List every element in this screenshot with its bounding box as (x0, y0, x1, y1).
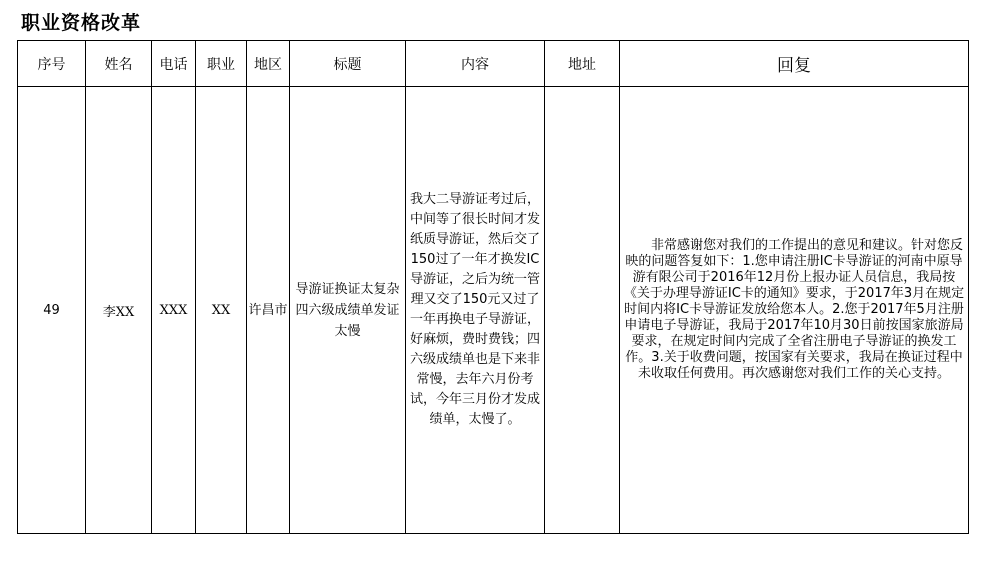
complaint-table (17, 40, 969, 534)
cell-job: XX (196, 87, 247, 534)
header-subject: 标题 (290, 41, 406, 87)
table-row (18, 87, 969, 534)
page-title: 职业资格改革 (21, 12, 142, 34)
header-job: 职业 (196, 41, 247, 87)
header-reply: 回复 (620, 41, 969, 87)
cell-region: 许昌市 (247, 87, 290, 534)
cell-reply: 非常感谢您对我们的工作提出的意见和建议。针对您反映的问题答复如下：1.您申请注册IC卡导游证的河南中原导游有限公司于2016年12月份上报办证人员信息，我局按《关于办理导游证IC卡的通知》要求，于2017年3月在规定时间内将IC卡导游证发放给您本人。2.您于2017年5月注册申请电子导游证，我局于2017年10月30日前按国家旅游局要求，在规定时间内完成了全省注册电子导游证的换发工作。3.关于收费问题，按国家有关要求，我局在换证过程中未收取任何费用。再次感谢您对我们工作的关心支持。 (620, 87, 969, 534)
cell-content: 我大二导游证考过后，中间等了很长时间才发纸质导游证，然后交了150过了一年才换发IC导游证，之后为统一管理又交了150元又过了一年再换电子导游证，好麻烦，费时费钱；四六级成绩单也是下来非常慢，去年六月份考试，今年三月份才发成绩单，太慢了。 (406, 87, 545, 534)
cell-address (545, 87, 620, 534)
header-address: 地址 (545, 41, 620, 87)
cell-subject: 导游证换证太复杂 四六级成绩单发证太慢 (290, 87, 406, 534)
header-row (18, 41, 969, 87)
cell-name: 李XX (86, 87, 152, 534)
header-name: 姓名 (86, 41, 152, 87)
header-content: 内容 (406, 41, 545, 87)
header-seq: 序号 (18, 41, 86, 87)
cell-seq: 49 (18, 87, 86, 534)
header-region: 地区 (247, 41, 290, 87)
header-phone: 电话 (152, 41, 196, 87)
cell-phone: XXX (152, 87, 196, 534)
